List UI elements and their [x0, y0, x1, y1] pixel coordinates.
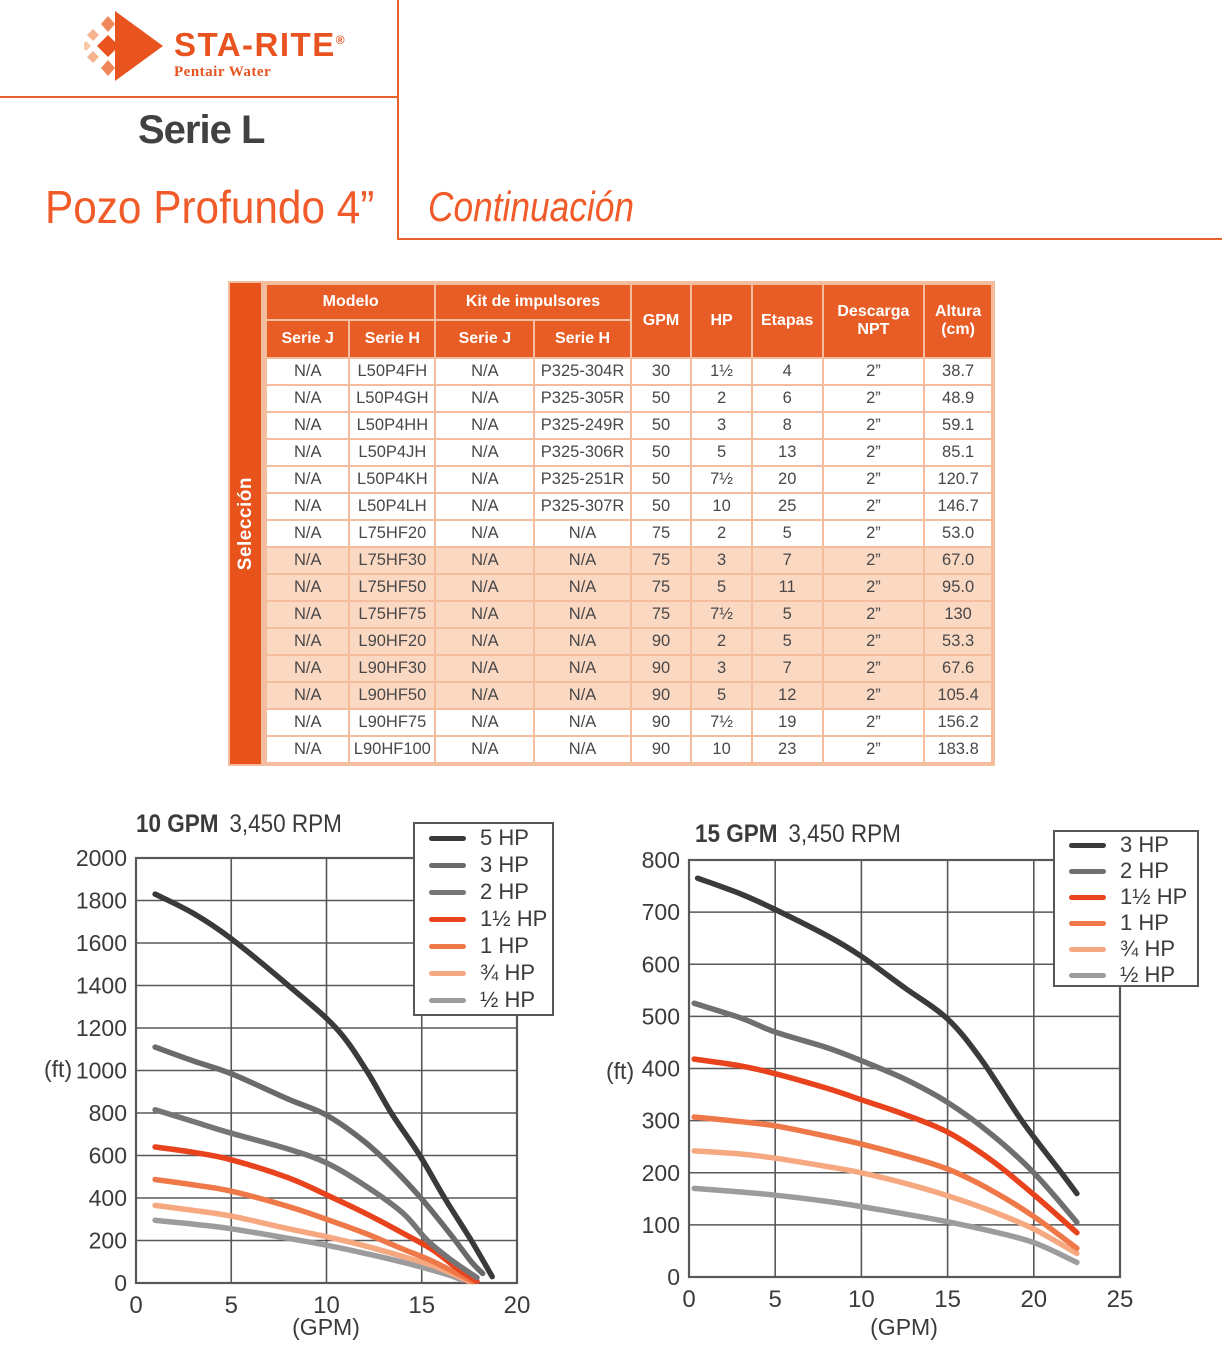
x-tick-label: 20	[1020, 1286, 1048, 1313]
legend-item	[415, 906, 552, 932]
table-cell: 2”	[824, 386, 924, 411]
table-cell: 50	[632, 440, 691, 465]
table-cell: 156.2	[925, 710, 991, 735]
table-cell: 2”	[824, 494, 924, 519]
table-cell: 146.7	[925, 494, 991, 519]
table-cell: 38.7	[925, 359, 991, 384]
table-cell: 2”	[824, 602, 924, 627]
table-cell: L50P4LH	[350, 494, 434, 519]
legend-item	[415, 960, 552, 986]
header-hp: HP	[692, 285, 750, 357]
table-cell: 90	[632, 629, 691, 654]
legend-line-swatch	[429, 971, 466, 976]
table-cell: 5	[692, 683, 750, 708]
table-cell: 25	[753, 494, 822, 519]
table-row	[267, 629, 991, 654]
y-tick-label: 1600	[75, 930, 127, 956]
table-cell: 5	[692, 440, 750, 465]
legend-label: 3 HP	[1120, 832, 1169, 857]
header-altura-cm: Altura (cm)	[925, 285, 991, 357]
table-cell: 2”	[824, 683, 924, 708]
table-cell: 19	[753, 710, 822, 735]
y-tick-label: 200	[641, 1159, 680, 1186]
table-cell: N/A	[436, 656, 533, 681]
table-cell: 30	[632, 359, 691, 384]
table-cell: 48.9	[925, 386, 991, 411]
brand-subtitle: Pentair Water	[174, 64, 272, 80]
table-cell: 2”	[824, 737, 924, 762]
table-row	[267, 413, 991, 438]
y-tick-label: 0	[114, 1270, 127, 1296]
table-row	[267, 440, 991, 465]
x-tick-label: 5	[224, 1292, 238, 1319]
table-cell: 3	[692, 413, 750, 438]
table-cell: 130	[925, 602, 991, 627]
legend-label: ¾ HP	[1120, 936, 1176, 961]
table-cell: N/A	[267, 521, 348, 546]
y-tick-label: 200	[88, 1227, 127, 1254]
vertical-divider	[397, 0, 399, 240]
table-row	[267, 710, 991, 735]
table-cell: L50P4HH	[350, 413, 434, 438]
table-cell: N/A	[267, 494, 348, 519]
legend-item	[1055, 832, 1197, 858]
legend-label: 1 HP	[1120, 910, 1169, 935]
table-cell: 50	[632, 467, 691, 492]
side-strip-label: Selección	[234, 476, 256, 571]
table-row	[267, 494, 991, 519]
table-cell: N/A	[535, 521, 629, 546]
table-cell: N/A	[436, 386, 533, 411]
table-cell: 5	[753, 602, 822, 627]
table-cell: 23	[753, 737, 822, 762]
legend-label: 1½ HP	[480, 906, 548, 931]
legend-line-swatch	[1069, 947, 1106, 952]
table-cell: 1½	[692, 359, 750, 384]
header-descarga-npt: Descarga NPT	[824, 285, 924, 357]
table-cell: N/A	[535, 737, 629, 762]
x-tick-label: 10	[848, 1286, 875, 1313]
sta-rite-arrow-icon	[84, 6, 164, 86]
table-cell: 90	[632, 737, 691, 762]
table-cell: N/A	[436, 413, 533, 438]
table-row	[267, 575, 991, 600]
table-cell: N/A	[535, 710, 629, 735]
registered-mark: ®	[335, 33, 347, 47]
y-tick-label: 1400	[75, 972, 127, 999]
legend-line-swatch	[429, 863, 466, 868]
table-cell: 75	[632, 521, 691, 546]
header-modelo: Modelo	[267, 285, 434, 319]
header-kit-impulsores: Kit de impulsores	[436, 285, 629, 319]
table-cell: 5	[753, 629, 822, 654]
table-cell: N/A	[436, 521, 533, 546]
legend-line-swatch	[429, 998, 466, 1003]
table-row	[267, 467, 991, 492]
table-cell: 75	[632, 548, 691, 573]
table-cell: N/A	[535, 656, 629, 681]
table-cell: L75HF50	[350, 575, 434, 600]
table-cell: 7½	[692, 710, 750, 735]
pump-model-table	[265, 283, 993, 764]
table-cell: L90HF75	[350, 710, 434, 735]
y-tick-label: 600	[88, 1142, 127, 1169]
table-cell: N/A	[436, 467, 533, 492]
table-cell: N/A	[436, 629, 533, 654]
chart-title-15gpm: 15 GPM 3,450 RPM	[695, 820, 901, 848]
table-cell: 183.8	[925, 737, 991, 762]
legend-label: 5 HP	[480, 825, 529, 850]
x-tick-label: 0	[129, 1292, 143, 1319]
y-tick-label: 500	[641, 1003, 680, 1030]
table-cell: N/A	[436, 575, 533, 600]
table-cell: N/A	[267, 467, 348, 492]
table-cell: N/A	[267, 737, 348, 762]
table-row	[267, 683, 991, 708]
legend-line-swatch	[429, 836, 466, 841]
table-cell: 75	[632, 575, 691, 600]
table-cell: 7	[753, 656, 822, 681]
table-cell: 2”	[824, 575, 924, 600]
legend-label: 1 HP	[480, 933, 529, 958]
legend-item	[415, 933, 552, 959]
table-cell: N/A	[436, 494, 533, 519]
y-axis-unit-left: (ft)	[44, 1056, 73, 1082]
table-row	[267, 359, 991, 384]
table-cell: 2	[692, 629, 750, 654]
y-tick-label: 1200	[75, 1015, 127, 1041]
legend-line-swatch	[1069, 895, 1106, 900]
table-cell: L90HF50	[350, 683, 434, 708]
legend-label: 3 HP	[480, 852, 529, 877]
legend-label: ½ HP	[480, 987, 536, 1012]
x-axis-unit-right: (GPM)	[870, 1314, 938, 1340]
table-cell: 90	[632, 683, 691, 708]
table-cell: P325-304R	[535, 359, 629, 384]
y-tick-label: 0	[667, 1264, 680, 1290]
table-cell: 7½	[692, 467, 750, 492]
y-tick-label: 1800	[75, 887, 127, 914]
curve-2-hp	[155, 1110, 477, 1278]
table-cell: 53.0	[925, 521, 991, 546]
legend-item	[415, 879, 552, 905]
x-tick-label: 20	[503, 1292, 531, 1319]
table-cell: N/A	[535, 629, 629, 654]
header-serie-j-modelo: Serie J	[267, 321, 348, 357]
x-tick-label: 15	[934, 1286, 961, 1313]
y-tick-label: 800	[641, 847, 680, 873]
table-cell: 12	[753, 683, 822, 708]
header-gpm: GPM	[632, 285, 691, 357]
table-cell: 90	[632, 656, 691, 681]
header-etapas: Etapas	[753, 285, 822, 357]
table-cell: 3	[692, 656, 750, 681]
table-cell: N/A	[436, 440, 533, 465]
table-cell: N/A	[436, 710, 533, 735]
table-cell: 3	[692, 548, 750, 573]
legend-line-swatch	[1069, 869, 1106, 874]
table-cell: L50P4GH	[350, 386, 434, 411]
y-tick-label: 600	[641, 951, 680, 978]
table-cell: 75	[632, 602, 691, 627]
table-cell: 85.1	[925, 440, 991, 465]
table-cell: 20	[753, 467, 822, 492]
table-cell: 67.6	[925, 656, 991, 681]
table-cell: N/A	[267, 386, 348, 411]
brand-name: STA-RITE®	[174, 26, 347, 63]
table-cell: N/A	[436, 602, 533, 627]
x-tick-label: 10	[313, 1292, 340, 1319]
y-tick-label: 100	[641, 1211, 680, 1238]
table-cell: 7	[753, 548, 822, 573]
y-tick-label: 400	[641, 1055, 680, 1082]
table-cell: N/A	[436, 683, 533, 708]
table-cell: N/A	[267, 413, 348, 438]
table-cell: N/A	[436, 737, 533, 762]
legend-label: 2 HP	[1120, 858, 1169, 883]
selection-table	[228, 281, 995, 766]
table-cell: 2”	[824, 548, 924, 573]
table-cell: 2”	[824, 467, 924, 492]
table-cell: P325-251R	[535, 467, 629, 492]
header-serie-j-kit: Serie J	[436, 321, 533, 357]
header-serie-h-kit: Serie H	[535, 321, 629, 357]
selection-side-strip	[230, 283, 261, 764]
table-cell: N/A	[535, 602, 629, 627]
table-cell: N/A	[535, 575, 629, 600]
table-cell: N/A	[267, 548, 348, 573]
y-tick-label: 2000	[75, 845, 127, 871]
table-row	[267, 386, 991, 411]
y-tick-label: 1000	[75, 1057, 127, 1084]
table-cell: 13	[753, 440, 822, 465]
table-cell: 2”	[824, 440, 924, 465]
table-cell: N/A	[267, 683, 348, 708]
table-cell: P325-307R	[535, 494, 629, 519]
legend-line-swatch	[1069, 973, 1106, 978]
legend-label: ¾ HP	[480, 960, 536, 985]
table-row	[267, 548, 991, 573]
table-cell: 2”	[824, 629, 924, 654]
table-cell: L50P4JH	[350, 440, 434, 465]
table-cell: 2	[692, 521, 750, 546]
legend-item	[1055, 884, 1197, 910]
continuation-label: Continuación	[428, 183, 634, 230]
table-row	[267, 602, 991, 627]
table-cell: 2”	[824, 413, 924, 438]
legend-item	[1055, 858, 1197, 884]
table-cell: N/A	[267, 440, 348, 465]
table-cell: 2”	[824, 710, 924, 735]
x-tick-label: 25	[1106, 1286, 1134, 1313]
legend-label: 2 HP	[480, 879, 529, 904]
x-axis-unit-left: (GPM)	[292, 1314, 360, 1340]
legend-10gpm	[413, 822, 554, 1016]
legend-label: ½ HP	[1120, 962, 1176, 987]
table-cell: 53.3	[925, 629, 991, 654]
table-cell: N/A	[436, 359, 533, 384]
table-cell: N/A	[267, 575, 348, 600]
table-cell: 5	[753, 521, 822, 546]
table-cell: P325-306R	[535, 440, 629, 465]
table-cell: L75HF20	[350, 521, 434, 546]
legend-line-swatch	[429, 917, 466, 922]
table-cell: 95.0	[925, 575, 991, 600]
table-cell: 11	[753, 575, 822, 600]
table-cell: N/A	[535, 683, 629, 708]
table-cell: L90HF30	[350, 656, 434, 681]
table-cell: 2”	[824, 359, 924, 384]
table-cell: 67.0	[925, 548, 991, 573]
table-cell: 2”	[824, 656, 924, 681]
legend-label: 1½ HP	[1120, 884, 1188, 909]
legend-item	[415, 852, 552, 878]
x-tick-label: 0	[682, 1286, 696, 1313]
table-cell: 8	[753, 413, 822, 438]
table-cell: 10	[692, 494, 750, 519]
table-cell: 10	[692, 737, 750, 762]
table-cell: L75HF75	[350, 602, 434, 627]
legend-line-swatch	[429, 890, 466, 895]
table-cell: 7½	[692, 602, 750, 627]
table-cell: 120.7	[925, 467, 991, 492]
table-cell: 50	[632, 494, 691, 519]
table-cell: N/A	[267, 602, 348, 627]
y-tick-label: 800	[88, 1100, 127, 1126]
table-cell: 2	[692, 386, 750, 411]
table-cell: L75HF30	[350, 548, 434, 573]
chart-title-10gpm: 10 GPM 3,450 RPM	[136, 810, 342, 838]
table-cell: 6	[753, 386, 822, 411]
table-cell: N/A	[267, 656, 348, 681]
divider-under-continuation	[397, 238, 1222, 240]
table-cell: L90HF20	[350, 629, 434, 654]
table-cell: 5	[692, 575, 750, 600]
table-row	[267, 656, 991, 681]
table-cell: P325-305R	[535, 386, 629, 411]
page-subtitle: Pozo Profundo 4”	[45, 181, 375, 233]
table-cell: 90	[632, 710, 691, 735]
table-cell: N/A	[535, 548, 629, 573]
legend-item	[415, 987, 552, 1013]
table-row	[267, 737, 991, 762]
legend-item	[415, 825, 552, 851]
table-cell: 105.4	[925, 683, 991, 708]
table-cell: N/A	[436, 548, 533, 573]
legend-item	[1055, 962, 1197, 988]
legend-item	[1055, 936, 1197, 962]
header-serie-h-modelo: Serie H	[350, 321, 434, 357]
table-cell: 4	[753, 359, 822, 384]
table-cell: 50	[632, 413, 691, 438]
y-tick-label: 700	[641, 899, 680, 926]
table-cell: N/A	[267, 710, 348, 735]
y-tick-label: 400	[88, 1185, 127, 1211]
x-tick-label: 15	[408, 1292, 436, 1319]
legend-line-swatch	[1069, 921, 1106, 926]
table-cell: 50	[632, 386, 691, 411]
table-cell: 59.1	[925, 413, 991, 438]
table-cell: 2”	[824, 521, 924, 546]
page-title: Serie L	[138, 108, 265, 152]
table-cell: L90HF100	[350, 737, 434, 762]
x-tick-label: 5	[768, 1286, 782, 1313]
y-tick-label: 300	[641, 1107, 680, 1134]
legend-line-swatch	[1069, 843, 1106, 848]
brand-logo	[84, 6, 346, 86]
table-row	[267, 521, 991, 546]
table-cell: P325-249R	[535, 413, 629, 438]
legend-item	[1055, 910, 1197, 936]
legend-15gpm	[1053, 830, 1199, 987]
divider-under-logo	[0, 96, 397, 98]
table-cell: L50P4KH	[350, 467, 434, 492]
table-cell: N/A	[267, 359, 348, 384]
curve-3-hp	[698, 878, 1077, 1193]
legend-line-swatch	[429, 944, 466, 949]
y-axis-unit-right: (ft)	[606, 1058, 635, 1084]
table-cell: L50P4FH	[350, 359, 434, 384]
table-cell: N/A	[267, 629, 348, 654]
